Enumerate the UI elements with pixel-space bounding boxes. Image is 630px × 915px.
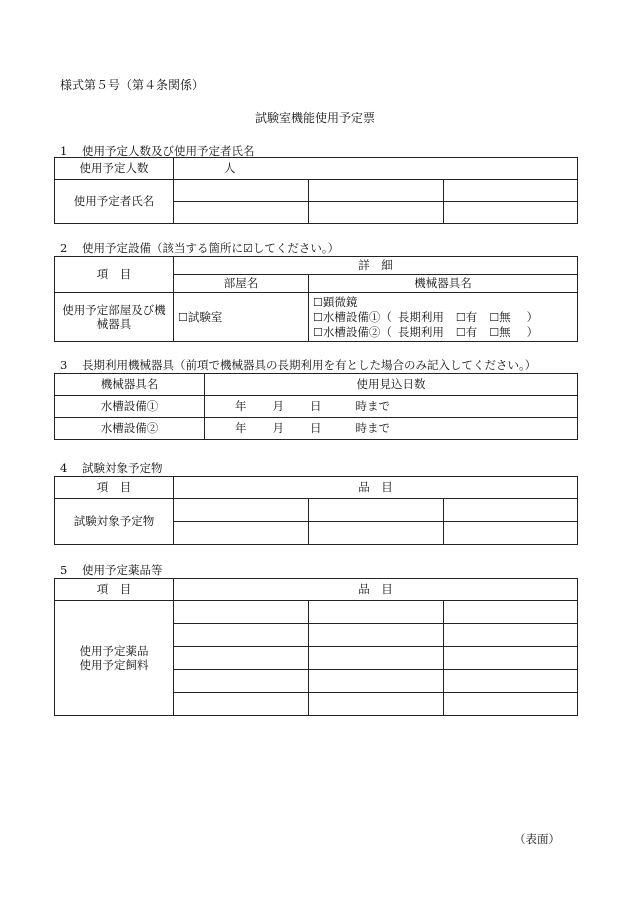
tank1-label: 水槽設備① xyxy=(55,396,205,418)
tank2-yes-checkbox-icon[interactable]: ☐ xyxy=(455,325,466,339)
section4-title: 試験対象予定物 xyxy=(82,461,163,475)
chemicals-label-1: 使用予定薬品 xyxy=(79,643,149,658)
section2-table xyxy=(54,256,578,342)
section5-title: 使用予定薬品等 xyxy=(82,563,163,577)
equipment-name: 水槽設備① xyxy=(322,309,381,324)
chemicals-label-2: 使用予定飼料 xyxy=(79,658,149,672)
equipment-cell xyxy=(309,293,578,342)
page-side-label: （表面） xyxy=(514,832,560,846)
name-cell[interactable] xyxy=(174,202,309,224)
col-product: 品 目 xyxy=(174,477,578,499)
product-cell[interactable] xyxy=(309,693,444,716)
count-label: 使用予定人数 xyxy=(55,158,174,180)
tank2-checkbox-icon[interactable]: ☐ xyxy=(313,325,323,339)
col-item: 項 目 xyxy=(55,257,174,293)
equipment-row-label: 使用予定部屋及び機械器具 xyxy=(55,293,174,342)
product-cell[interactable] xyxy=(174,624,309,647)
equipment-line: ☐水槽設備①（ 長期利用 ☐有 ☐無 ） xyxy=(313,309,539,324)
checked-checkbox-icon: ☑ xyxy=(243,242,253,255)
col-days: 使用見込日数 xyxy=(205,374,578,396)
microscope-checkbox-icon[interactable]: ☐ xyxy=(313,295,323,309)
name-cell[interactable] xyxy=(309,180,444,202)
product-cell[interactable] xyxy=(309,601,444,624)
product-cell[interactable] xyxy=(174,601,309,624)
section2-title-pre: 使用予定設備（該当する箇所に xyxy=(82,241,243,255)
tank1-yes-checkbox-icon[interactable]: ☐ xyxy=(455,310,466,324)
product-cell[interactable] xyxy=(444,693,578,716)
product-cell[interactable] xyxy=(174,647,309,670)
name-cell[interactable] xyxy=(444,180,578,202)
chemicals-label xyxy=(55,601,174,716)
section1-table xyxy=(54,157,578,224)
section3-number: 3 xyxy=(60,358,68,372)
equipment-line: ☐水槽設備②（ 長期利用 ☐有 ☐無 ） xyxy=(313,324,539,339)
product-cell[interactable] xyxy=(174,670,309,693)
product-cell[interactable] xyxy=(444,647,578,670)
equipment-line xyxy=(313,295,573,310)
name-cell[interactable] xyxy=(309,202,444,224)
section2-number: 2 xyxy=(60,241,68,255)
product-cell[interactable] xyxy=(309,624,444,647)
section1-number: 1 xyxy=(60,144,68,158)
col-item: 項 目 xyxy=(55,579,174,601)
section3-title: 長期利用機械器具（前項で機械器具の長期利用を有とした場合のみ記入してください。） xyxy=(82,358,537,372)
section5-number: 5 xyxy=(60,563,68,577)
section1-title: 使用予定人数及び使用予定者氏名 xyxy=(82,144,255,158)
test-object-label: 試験対象予定物 xyxy=(55,499,174,545)
section4-table xyxy=(54,476,578,545)
count-cell[interactable] xyxy=(174,158,578,180)
col-equipment: 機械器具名 xyxy=(309,275,578,293)
product-cell[interactable] xyxy=(309,522,444,545)
tank2-no-checkbox-icon[interactable]: ☐ xyxy=(489,325,500,339)
section2-heading xyxy=(60,240,339,256)
product-cell[interactable] xyxy=(444,601,578,624)
section5-heading xyxy=(60,562,163,578)
tank1-checkbox-icon[interactable]: ☐ xyxy=(313,310,323,324)
section2-title-post: してください。） xyxy=(252,241,340,255)
tank1-date-cell[interactable]: 年 月 日 時まで xyxy=(205,396,578,418)
col-detail: 詳 細 xyxy=(174,257,578,275)
form-number: 様式第５号（第４条関係） xyxy=(60,78,205,92)
room-name: 試験室 xyxy=(187,309,223,324)
name-cell[interactable] xyxy=(444,202,578,224)
section4-number: 4 xyxy=(60,461,68,475)
col-item: 項 目 xyxy=(55,477,174,499)
product-cell[interactable] xyxy=(444,624,578,647)
product-cell[interactable] xyxy=(174,499,309,522)
product-cell[interactable] xyxy=(309,647,444,670)
product-cell[interactable] xyxy=(444,522,578,545)
product-cell[interactable] xyxy=(309,499,444,522)
tank2-label: 水槽設備② xyxy=(55,418,205,440)
names-label: 使用予定者氏名 xyxy=(55,180,174,224)
section5-table xyxy=(54,578,578,716)
product-cell[interactable] xyxy=(309,670,444,693)
document-title: 試験室機能使用予定票 xyxy=(254,111,375,125)
tank1-no-checkbox-icon[interactable]: ☐ xyxy=(489,310,500,324)
col-room: 部屋名 xyxy=(174,275,309,293)
section3-heading xyxy=(60,357,536,373)
room-checkbox-icon[interactable]: ☐ xyxy=(178,310,188,324)
equipment-name: 顕微鏡 xyxy=(322,294,358,309)
room-cell[interactable] xyxy=(174,293,309,342)
product-cell[interactable] xyxy=(174,693,309,716)
section4-heading xyxy=(60,460,163,476)
col-equipment: 機械器具名 xyxy=(55,374,205,396)
product-cell[interactable] xyxy=(444,499,578,522)
section3-table xyxy=(54,373,578,440)
col-product: 品 目 xyxy=(174,579,578,601)
tank2-date-cell[interactable]: 年 月 日 時まで xyxy=(205,418,578,440)
name-cell[interactable] xyxy=(174,180,309,202)
product-cell[interactable] xyxy=(444,670,578,693)
product-cell[interactable] xyxy=(174,522,309,545)
count-unit: 人 xyxy=(224,161,236,176)
equipment-name: 水槽設備② xyxy=(322,324,381,339)
